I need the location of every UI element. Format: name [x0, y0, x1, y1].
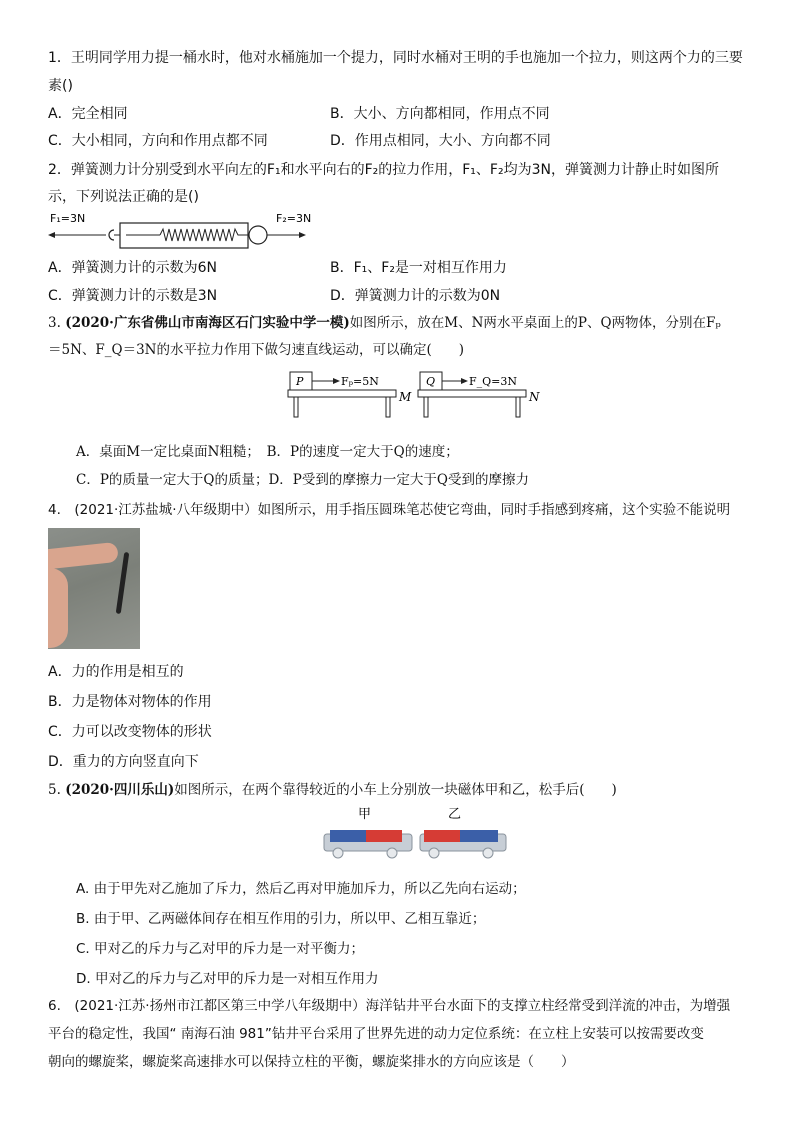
q3-source: (2020·广东省佛山市南海区石门实验中学一模) [65, 315, 350, 331]
magnet-yi-s [460, 830, 498, 842]
q3-options-ab: A．桌面M一定比桌面N粗糙； B．P的速度一定大于Q的速度； [76, 444, 459, 460]
finger [48, 542, 119, 570]
q1-stem-line1: 1．王明同学用力提一桶水时，他对水桶施加一个提力，同时水桶对王明的手也施加一个拉力，则这两个力的三要 [48, 50, 743, 66]
ring [249, 226, 267, 244]
q6-line2: 平台的稳定性，我国“ 南海石油 981”钻井平台采用了世界先进的动力定位系统：在立柱上安装可以按需要改变 [48, 1026, 704, 1042]
fq-label: F_Q=3N [469, 375, 517, 388]
q1-stem-line2: 素() [48, 78, 73, 94]
table-n [418, 390, 526, 397]
magnet-jia-n [366, 830, 402, 842]
label-n: N [529, 390, 540, 404]
label-yi: 乙 [448, 807, 462, 822]
q2-option-d: D．弹簧测力计的示数为0N [330, 288, 501, 304]
f1-arrow-head [48, 232, 55, 238]
q6-line3: 朝向的螺旋桨，螺旋桨高速排水可以保持立柱的平衡，螺旋桨排水的方向应该是（ ） [48, 1054, 575, 1070]
fp-label: Fₚ=5N [341, 375, 379, 388]
q1-option-d: D．作用点相同，大小、方向都不同 [330, 133, 551, 149]
finger-pen-photo [48, 528, 140, 649]
q1-option-a: A．完全相同 [48, 106, 128, 122]
q5-option-a: A. 由于甲先对乙施加了斥力，然后乙再对甲施加斥力，所以乙先向右运动； [76, 881, 526, 897]
q4-option-a: A．力的作用是相互的 [48, 664, 184, 680]
f1-label: F₁=3N [50, 212, 86, 225]
f2-arrow-head [299, 232, 306, 238]
q2-option-b: B．F₁、F₂是一对相互作用力 [330, 260, 507, 276]
f2-label: F₂=3N [276, 212, 312, 225]
hook [109, 230, 114, 240]
svg-text:P: P [296, 375, 304, 388]
hand [48, 568, 68, 648]
q1-option-b: B．大小、方向都相同，作用点不同 [330, 106, 550, 122]
q5-stem: 5. (2020·四川乐山)如图所示，在两个靠得较近的小车上分别放一块磁体甲和乙，松手后( ) [48, 782, 617, 798]
q1-option-c: C．大小相同，方向和作用点都不同 [48, 133, 268, 149]
svg-text:Q: Q [426, 375, 436, 388]
q5-source: (2020·四川乐山) [65, 782, 175, 798]
q4-option-d: D．重力的方向竖直向下 [48, 754, 199, 770]
label-jia: 甲 [358, 807, 372, 822]
q4-stem: 4. (2021·江苏盐城·八年级期中）如图所示，用手指压圆珠笔芯使它弯曲，同时手指感到疼痛，这个实验不能说明 [48, 502, 731, 518]
q2-stem-line2: 示，下列说法正确的是() [48, 189, 199, 205]
q3-stem-line1: 3. (2020·广东省佛山市南海区石门实验中学一模)如图所示，放在M、N两水平桌面上的P、Q两物体，分别在Fₚ [48, 315, 721, 331]
q4-option-c: C．力可以改变物体的形状 [48, 724, 212, 740]
q2-stem-line1: 2．弹簧测力计分别受到水平向左的F₁和水平向右的F₂的拉力作用，F₁、F₂均为3N，弹簧测力计静止时如图所 [48, 162, 719, 178]
table-m [288, 390, 396, 397]
q4-option-b: B．力是物体对物体的作用 [48, 694, 212, 710]
spring-scale-figure [44, 210, 314, 252]
cart-jia [324, 830, 412, 858]
tables-figure [286, 370, 546, 424]
magnet-carts-figure [320, 804, 510, 864]
q5-option-d: D. 甲对乙的斥力与乙对甲的斥力是一对相互作用力 [76, 971, 379, 987]
q5-option-b: B. 由于甲、乙两磁体间存在相互作用的引力，所以甲、乙相互靠近； [76, 911, 486, 927]
q2-option-c: C．弹簧测力计的示数是3N [48, 288, 218, 304]
magnet-yi-n [424, 830, 460, 842]
q5-option-c: C. 甲对乙的斥力与乙对甲的斥力是一对平衡力； [76, 941, 365, 957]
cart-yi [420, 830, 506, 858]
pen-refill [116, 552, 130, 614]
label-m: M [399, 390, 412, 404]
q6-line1: 6. (2021·江苏·扬州市江都区第三中学八年级期中）海洋钻井平台水面下的支撑立柱经常受到洋流的冲击，为增强 [48, 998, 731, 1014]
q3-stem-line2: ＝5N、F_Q＝3N的水平拉力作用下做匀速直线运动，可以确定( ) [48, 342, 465, 358]
q3-options-cd: C．P的质量一定大于Q的质量；D．P受到的摩擦力一定大于Q受到的摩擦力 [76, 472, 529, 488]
magnet-jia-s [330, 830, 366, 842]
q2-option-a: A．弹簧测力计的示数为6N [48, 260, 217, 276]
